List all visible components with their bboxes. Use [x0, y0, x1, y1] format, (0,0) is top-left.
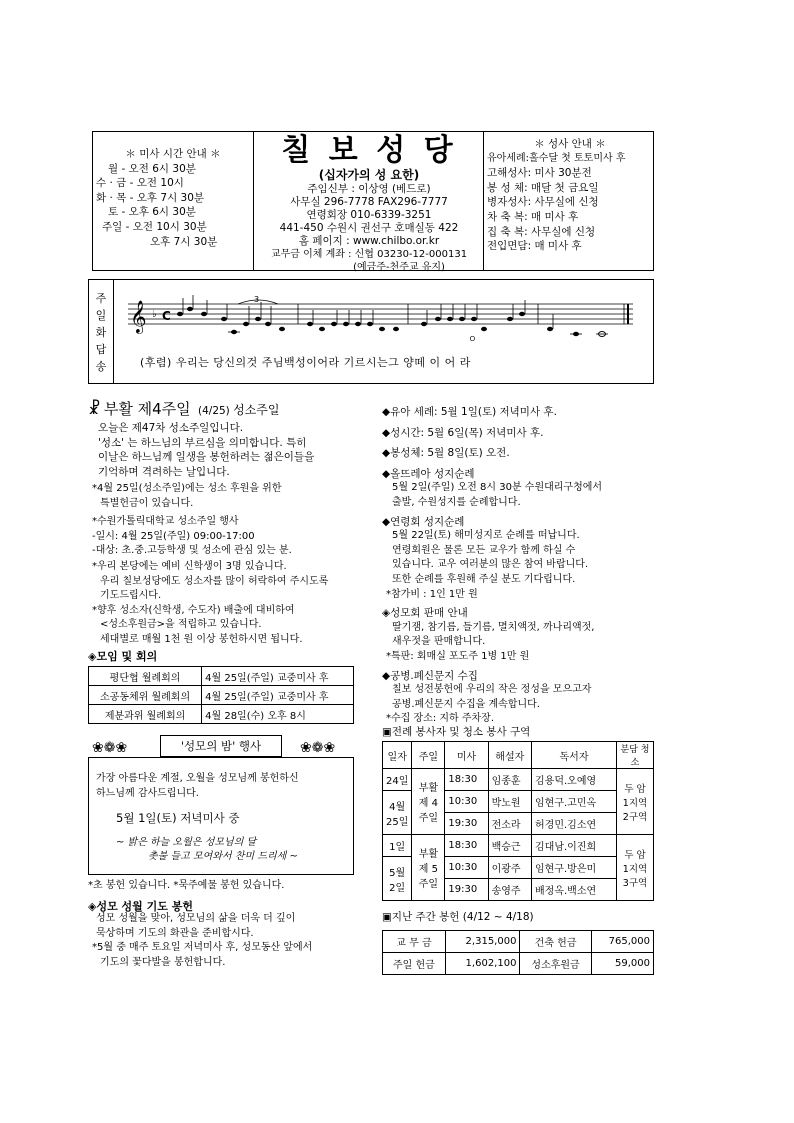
psalm-label-char: 일 — [95, 309, 107, 322]
table-cell: 배정옥.백소연 — [532, 879, 617, 901]
psalm-label-char: 송 — [95, 360, 107, 373]
table-cell: 건축 헌금 — [520, 931, 591, 953]
offering-title: ▣지난 주간 봉헌 (4/12 ~ 4/18) — [382, 911, 534, 923]
yeon-line: 연령회원은 물론 모든 교우가 함께 하실 수 — [392, 544, 576, 556]
table-cell: 18:30 — [445, 835, 488, 857]
rosary-poem: 촛불 들고 모여와서 찬미 드리세 ~ — [148, 851, 298, 863]
sacrament-row: 봉 성 체: 매달 첫 금요일 — [487, 181, 599, 194]
table-cell: 주일 헌금 — [383, 953, 446, 975]
table-cell: 임종훈 — [488, 769, 531, 791]
table-header: 해설자 — [488, 742, 531, 769]
meetings-title: ◈모임 및 회의 — [88, 650, 158, 663]
olle-line: 출발, 수원성지를 순례합니다. — [392, 496, 521, 508]
olle-title: ◆올뜨레아 성지순례 — [382, 467, 475, 480]
sunday-title-text: 부활 제4주일 — [103, 400, 191, 418]
table-cell: 허경민.김소연 — [532, 813, 617, 835]
notes-2 — [92, 515, 292, 559]
intro-line: 기억하며 격려하는 날입니다. — [98, 465, 230, 478]
sacrament-row: 유아세례:홀수달 첫 토토미사 후 — [487, 152, 626, 164]
parish-line: (예금주-천주교 유지) — [353, 262, 445, 273]
rosary-line: 가장 아름다운 계절, 오월을 성모님께 봉헌하신 — [96, 773, 299, 784]
table-row — [89, 667, 354, 686]
yeon-line: 5월 22일(토) 해미성지로 순례를 떠납니다. — [392, 530, 580, 542]
intro-line: '성소' 는 하느님의 부르심을 의미합니다. 특히 — [98, 436, 307, 449]
table-row — [89, 705, 354, 724]
table-cell: 백승근 — [488, 835, 531, 857]
table-cell: 2,315,000 — [445, 931, 520, 953]
paper-line: *수집 장소: 지하 주차장. — [386, 713, 495, 725]
rosary-note: *초 봉헌 있습니다. *묵주예물 봉헌 있습니다. — [88, 880, 285, 891]
note-line: -대상: 초.중.고등학생 및 성소에 관심 있는 분. — [92, 545, 292, 557]
table-cell: 소공동체위 월례회의 — [89, 686, 202, 705]
note-line: *향후 성소자(신학생, 수도자) 배출에 대비하여 — [92, 604, 295, 616]
table-cell: 부활 제 5 주일 — [412, 835, 445, 901]
yeon-line: *참가비 : 1인 1만 원 — [386, 588, 478, 600]
table-cell: 임현구.고민옥 — [532, 791, 617, 813]
table-cell: 4월 25일 — [383, 791, 412, 835]
table-row — [383, 931, 654, 953]
table-cell: 부활 제 4 주일 — [412, 769, 445, 835]
table-header: 미사 — [445, 742, 488, 769]
svg-text:C: C — [162, 309, 171, 323]
psalm-divider — [113, 279, 114, 384]
table-cell: 김대남.이진희 — [532, 835, 617, 857]
table-cell: 10:30 — [445, 857, 488, 879]
parish-line: 사무실 296-7778 FAX296-7777 — [290, 196, 448, 208]
psalm-lyrics: (후렴) 우리는 당신의것 주님백성이어라 기르시는그 양떼 이 어 라 — [140, 356, 471, 369]
table-cell: 임현구.방은미 — [532, 857, 617, 879]
table-cell: 4월 25일(주일) 교중미사 후 — [202, 667, 354, 686]
parish-line: 주임신부 : 이상영 (베드로) — [307, 183, 431, 195]
intro-line: 오늘은 제47차 성소주일입니다. — [98, 422, 244, 434]
prayer-title: ◈성모 성월 기도 봉헌 — [88, 900, 193, 913]
table-cell: 18:30 — [445, 769, 488, 791]
sunday-title-suffix: 성소주일 — [233, 403, 280, 417]
prayer-line: 기도의 꽃다발을 봉헌합니다. — [100, 956, 226, 968]
rosary-deco-left: ❀❁❀ — [92, 740, 128, 756]
prayer-content — [92, 912, 312, 970]
table-cell: 59,000 — [591, 953, 653, 975]
rosary-poem: ~ 밝은 하늘 오월은 성모님의 달 — [116, 836, 257, 848]
mass-time-row: 화 · 목 - 오후 7시 30분 — [96, 191, 205, 204]
table-row — [383, 769, 654, 791]
paper-line: 공병.폐신문지 수집을 계속합니다. — [392, 698, 540, 710]
prayer-line: 묵상하며 기도의 화관을 준비합시다. — [96, 927, 254, 939]
table-cell: 24일 — [383, 769, 412, 791]
svg-text:ㅇ: ㅇ — [468, 335, 477, 345]
table-row — [383, 835, 654, 857]
intro-line: 이날은 하느님께 일생을 봉헌하려는 젊은이들을 — [98, 451, 315, 464]
table-row — [89, 686, 354, 705]
mass-time-row: 토 - 오후 6시 30분 — [108, 206, 196, 219]
note-line: <성소후원금>을 적립하고 있습니다. — [100, 619, 262, 631]
note-line: 우리 칠보성당에도 성소자를 많이 허락하여 주시도록 — [100, 575, 329, 587]
table-cell: 이광주 — [488, 857, 531, 879]
table-header: 분담 청소 — [617, 742, 654, 769]
paper-title: ◆공병.폐신문지 수집 — [382, 669, 478, 682]
notice-confession: ◆성시간: 5월 6일(목) 저녁미사 후. — [382, 426, 544, 439]
psalm-label — [90, 290, 112, 375]
music-staff — [118, 292, 638, 348]
table-cell: 19:30 — [445, 879, 488, 901]
table-cell: 두 암 1지역 2구역 — [617, 769, 654, 835]
rosary-title: '성모의 밤' 행사 — [180, 739, 262, 753]
parish-info — [255, 134, 483, 274]
parish-subtitle: (십자가의 성 요한) — [318, 168, 420, 182]
table-header: 독서자 — [532, 742, 617, 769]
table-cell: 송영주 — [488, 879, 531, 901]
right-notices — [382, 405, 654, 727]
sacrament-row: 전입면담: 매 미사 후 — [487, 240, 582, 253]
note-line: 특별헌금이 있습니다. — [100, 497, 194, 509]
yeon-title: ◆연령회 성지순례 — [382, 515, 465, 528]
sacraments — [487, 137, 653, 254]
sacrament-row: 차 축 복: 매 미사 후 — [487, 210, 579, 223]
parish-line: 441-450 수원시 권선구 호매실동 422 — [279, 222, 459, 234]
note-line: *우리 본당에는 예비 신학생이 3명 있습니다. — [92, 561, 287, 572]
note-line: *수원가톨릭대학교 성소주일 행사 — [92, 516, 239, 527]
notice-baptism: ◆유아 세례: 5월 1일(토) 저녁미사 후. — [382, 406, 557, 418]
service-table — [382, 741, 654, 901]
sacrament-row: 병자성사: 사무실에 신청 — [487, 196, 599, 209]
sale-line: *특판: 회매실 포도주 1병 1만 원 — [386, 650, 530, 662]
mass-time-row: 주일 - 오전 10시 30분 — [102, 220, 207, 233]
paper-line: 칠보 성전봉헌에 우리의 작은 정성을 모으고자 — [392, 684, 592, 696]
psalm-label-char: 화 — [95, 326, 107, 339]
table-cell: 1일 — [383, 835, 412, 857]
sale-line: 새우젓을 판매합니다. — [392, 636, 486, 648]
chi-rho-icon: ☧ — [88, 399, 101, 418]
rosary-deco-right: ❀❁❀ — [300, 740, 336, 756]
offering-table — [382, 930, 654, 975]
mass-time-row: 오후 7시 30분 — [150, 235, 218, 248]
table-cell: 제분과위 월례회의 — [89, 705, 202, 724]
sacrament-row: 고해성사: 미사 30분전 — [487, 167, 592, 180]
mass-times — [94, 147, 252, 249]
header-divider-2 — [483, 131, 484, 271]
table-cell: 765,000 — [591, 931, 653, 953]
parish-name: 칠 보 성 당 — [281, 133, 457, 168]
svg-text:3: 3 — [254, 295, 260, 304]
sale-line: 딸기잼, 참기름, 들기름, 멸치액젓, 까나리액젓, — [392, 621, 595, 633]
table-cell: 박노원 — [488, 791, 531, 813]
mass-times-title: ＊ 미사 시간 안내 ＊ — [125, 148, 221, 160]
table-cell: 5월 2일 — [383, 857, 412, 901]
parish-line: 홈 페이지 : www.chilbo.or.kr — [298, 235, 440, 247]
table-cell: 10:30 — [445, 791, 488, 813]
table-row — [383, 953, 654, 975]
table-cell: 두 암 1지역 3구역 — [617, 835, 654, 901]
rosary-content — [96, 772, 351, 865]
notes-3 — [92, 560, 328, 648]
table-cell: 1,602,100 — [445, 953, 520, 975]
parish-line: 연령회장 010-6339-3251 — [306, 209, 432, 221]
svg-text:♭: ♭ — [152, 309, 157, 320]
sale-title: ◈성모회 판매 안내 — [382, 607, 468, 620]
sacrament-row: 집 축 복: 사무실에 신청 — [487, 225, 596, 238]
meetings-table — [88, 666, 354, 724]
mass-time-row: 월 - 오전 6시 30분 — [108, 162, 196, 175]
parish-line: 교무금 이체 계좌 : 신협 03230-12-000131 — [270, 249, 468, 260]
table-cell: 전소라 — [488, 813, 531, 835]
sacraments-title: ＊ 성사 안내 ＊ — [534, 138, 606, 150]
service-title: ▣전례 봉사자 및 청소 봉사 구역 — [382, 726, 531, 738]
prayer-line: *5월 중 매주 토요일 저녁미사 후, 성모동산 앞에서 — [92, 942, 313, 954]
note-line: -일시: 4월 25일(주일) 09:00-17:00 — [92, 530, 255, 542]
table-header: 일자 — [383, 742, 412, 769]
intro — [98, 421, 314, 479]
mass-time-row: 수 · 금 - 오전 10시 — [96, 177, 184, 190]
sunday-title — [88, 398, 280, 419]
table-cell: 19:30 — [445, 813, 488, 835]
treble-clef-icon: 𝄞 — [130, 300, 147, 333]
table-header: 주일 — [412, 742, 445, 769]
table-cell: 성소후원금 — [520, 953, 591, 975]
rosary-line: 하느님께 감사드립니다. — [96, 787, 199, 799]
yeon-line: 또한 순례를 후원해 주실 분도 기다립니다. — [392, 573, 576, 585]
table-cell: 4월 25일(주일) 교중미사 후 — [202, 686, 354, 705]
note-line: 기도드립시다. — [100, 590, 162, 602]
table-cell: 4월 28일(수) 오후 8시 — [202, 705, 354, 724]
olle-line: 5월 2일(주일) 오전 8시 30분 수원대리구청에서 — [392, 482, 603, 494]
notice-communion: ◆봉성체: 5월 8일(토) 오전. — [382, 447, 510, 460]
table-cell: 김용덕.오예영 — [532, 769, 617, 791]
rosary-date: 5월 1일(토) 저녁미사 중 — [116, 811, 240, 826]
note-line: *4월 25일(성소주일)에는 성소 후원을 위한 — [92, 483, 282, 494]
sunday-title-date: (4/25) — [198, 405, 230, 417]
note-line: 세대별로 매월 1천 원 이상 봉헌하시면 됩니다. — [100, 633, 303, 645]
yeon-line: 있습니다. 교우 여러분의 많은 참여 바랍니다. — [392, 559, 589, 571]
table-row — [383, 742, 654, 769]
psalm-label-char: 답 — [95, 343, 107, 356]
table-cell: 평단협 월례회의 — [89, 667, 202, 686]
table-cell: 교 무 금 — [383, 931, 446, 953]
notes-1 — [92, 482, 282, 511]
prayer-line: 성모 성월을 맞아, 성모님의 삶을 더욱 더 깊이 — [96, 913, 296, 924]
psalm-label-char: 주 — [95, 292, 107, 305]
